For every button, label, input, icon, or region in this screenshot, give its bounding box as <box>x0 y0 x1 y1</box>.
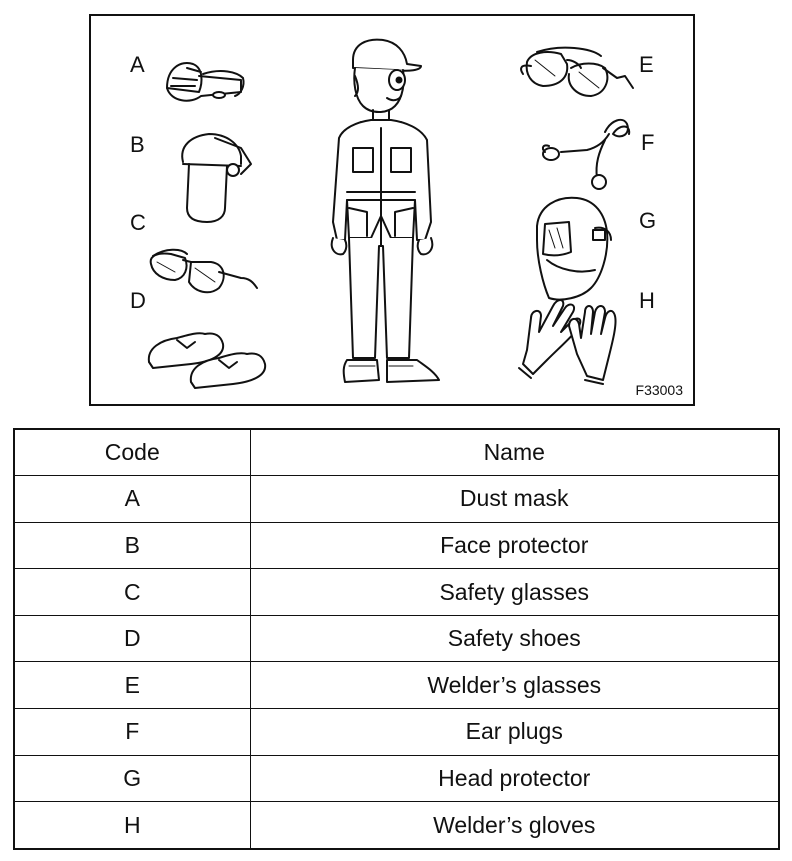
head-protector-icon <box>537 198 611 300</box>
figure-label-h: H <box>639 288 655 313</box>
name-cell: Dust mask <box>250 476 779 523</box>
code-cell: B <box>14 522 250 569</box>
name-column-header: Name <box>250 429 779 476</box>
equipment-code-table <box>13 428 780 850</box>
code-cell: G <box>14 755 250 802</box>
figure-label-c: C <box>130 210 146 235</box>
code-cell: H <box>14 802 250 849</box>
code-cell: A <box>14 476 250 523</box>
figure-id: F33003 <box>635 382 683 398</box>
name-cell: Ear plugs <box>250 709 779 756</box>
table-row <box>14 522 779 569</box>
name-cell: Welder’s glasses <box>250 662 779 709</box>
table-row <box>14 709 779 756</box>
table-row <box>14 662 779 709</box>
code-column-header: Code <box>14 429 250 476</box>
worker-figure-icon <box>332 40 439 382</box>
figure-label-e: E <box>639 52 654 77</box>
figure-label-f: F <box>641 130 655 155</box>
safety-equipment-figure <box>89 14 695 406</box>
safety-shoes-icon <box>149 333 265 388</box>
code-cell: E <box>14 662 250 709</box>
welders-gloves-icon <box>519 300 616 384</box>
safety-equipment-illustration <box>91 16 693 404</box>
table-row <box>14 802 779 849</box>
code-cell: C <box>14 569 250 616</box>
dust-mask-icon <box>167 63 244 101</box>
ear-plugs-icon <box>543 120 629 189</box>
table-row <box>14 755 779 802</box>
figure-label-b: B <box>130 132 145 157</box>
code-cell: F <box>14 709 250 756</box>
figure-label-g: G <box>639 208 657 233</box>
name-cell: Safety shoes <box>250 615 779 662</box>
name-cell: Head protector <box>250 755 779 802</box>
welders-glasses-icon <box>521 48 633 96</box>
face-protector-icon <box>182 134 251 222</box>
figure-label-d: D <box>130 288 146 313</box>
table-row <box>14 615 779 662</box>
name-cell: Welder’s gloves <box>250 802 779 849</box>
table-header-row <box>14 429 779 476</box>
name-cell: Safety glasses <box>250 569 779 616</box>
name-cell: Face protector <box>250 522 779 569</box>
table-row <box>14 569 779 616</box>
table-row <box>14 476 779 523</box>
safety-glasses-icon <box>151 250 257 293</box>
code-cell: D <box>14 615 250 662</box>
figure-label-a: A <box>130 52 145 77</box>
